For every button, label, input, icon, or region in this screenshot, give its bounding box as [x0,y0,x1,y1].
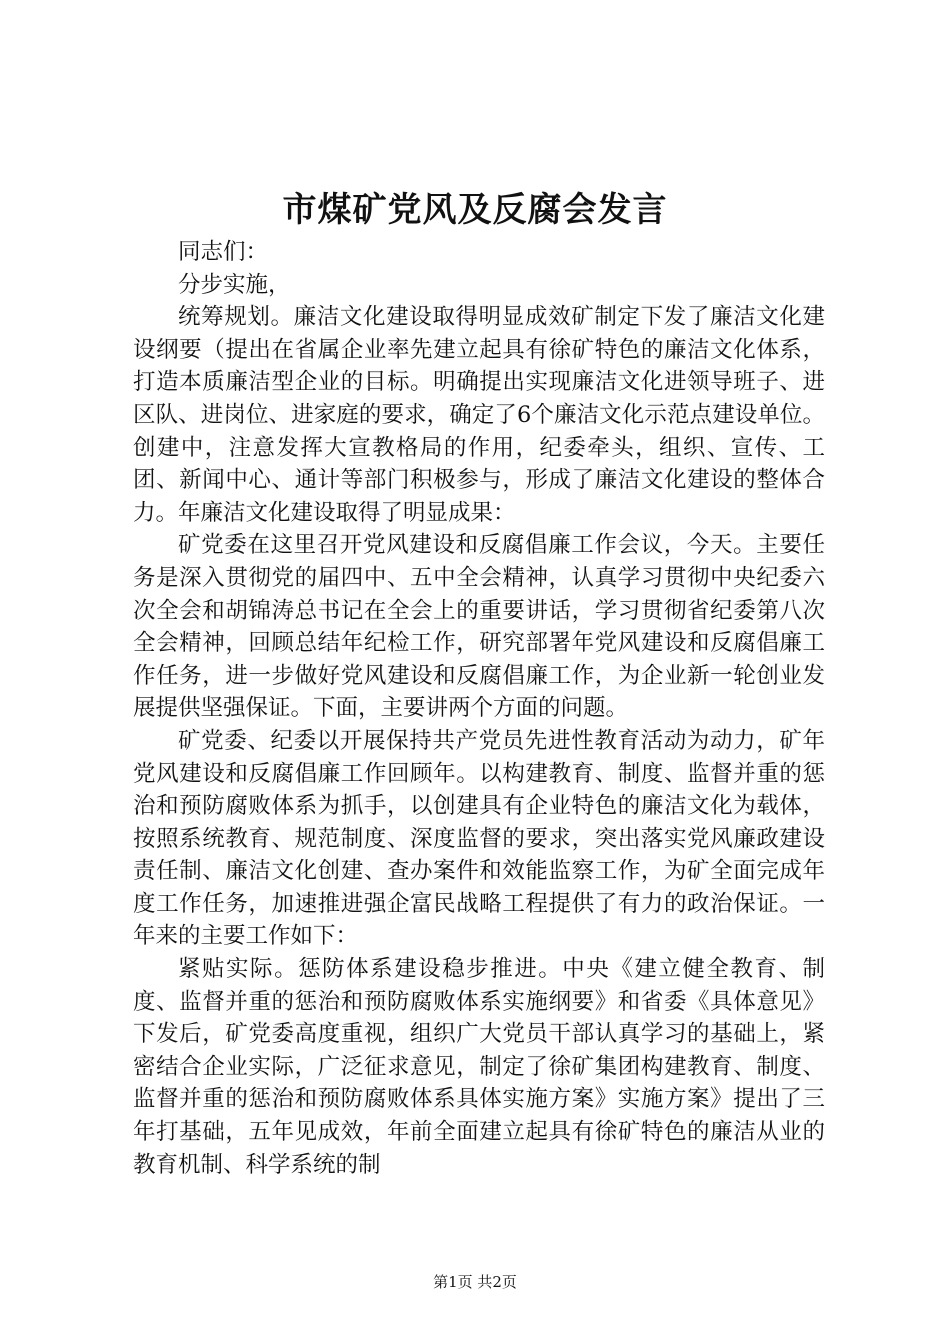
paragraph-4: 矿党委在这里召开党风建设和反腐倡廉工作会议，今天。主要任务是深入贯彻党的届四中、五中全会精神，认真学习贯彻中央纪委六次全会和胡锦涛总书记在全会上的重要讲话，学习贯彻省纪委第八次全会精神，回顾总结年纪检工作，研究部署年党风建设和反腐倡廉工作任务，进一步做好党风建设和反腐倡廉工作，为企业新一轮创业发展提供坚强保证。下面，主要讲两个方面的问题。 [133,532,825,722]
paragraph-6: 紧贴实际。惩防体系建设稳步推进。中央《建立健全教育、制度、监督并重的惩治和预防腐败体系实施纲要》和省委《具体意见》下发后，矿党委高度重视，组织广大党员干部认真学习的基础上，紧密结合企业实际，广泛征求意见，制定了徐矿集团构建教育、制度、监督并重的惩治和预防腐败体系具体实施方案》实施方案》提出了三年打基础，五年见成效，年前全面建立起具有徐矿特色的廉洁从业的教育机制、科学系统的制 [133,956,825,1178]
paragraph-5: 矿党委、纪委以开展保持共产党员先进性教育活动为动力，矿年党风建设和反腐倡廉工作回顾年。以构建教育、制度、监督并重的惩治和预防腐败体系为抓手，以创建具有企业特色的廉洁文化为载体，按照系统教育、规范制度、深度监督的要求，突出落实党风廉政建设责任制、廉洁文化创建、查办案件和效能监察工作，为矿全面完成年度工作任务，加速推进强企富民战略工程提供了有力的政治保证。一年来的主要工作如下： [133,727,825,950]
paragraph-2: 分步实施， [178,271,291,298]
page-number-footer: 第1页 共2页 [433,1273,517,1291]
paragraph-salutation: 同志们： [178,239,269,265]
document-title: 市煤矿党风及反腐会发言 [282,190,668,230]
paragraph-3: 统筹规划。廉洁文化建设取得明显成效矿制定下发了廉洁文化建设纲要（提出在省属企业率先建立起具有徐矿特色的廉洁文化体系，打造本质廉洁型企业的目标。明确提出实现廉洁文化进领导班子、进区队、进岗位、进家庭的要求，确定了6个廉洁文化示范点建设单位。创建中，注意发挥大宣教格局的作用，纪委牵头，组织、宣传、工团、新闻中心、通计等部门积极参与，形成了廉洁文化建设的整体合力。年廉洁文化建设取得了明显成果： [133,304,825,526]
document-body [133,236,825,1181]
